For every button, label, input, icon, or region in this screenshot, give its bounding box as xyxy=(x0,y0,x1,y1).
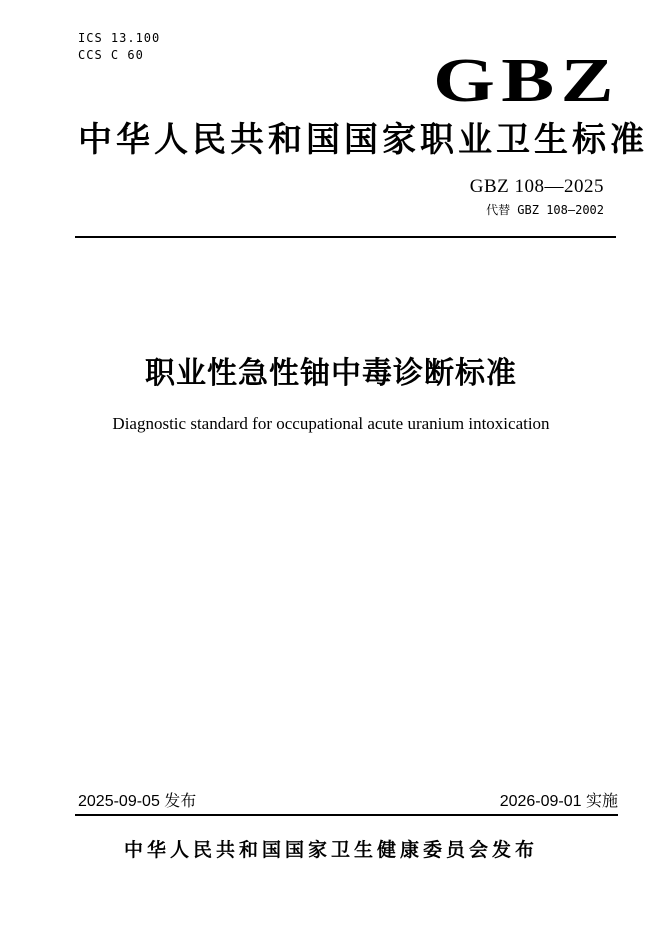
ccs-code: CCS C 60 xyxy=(78,48,144,62)
classification-codes xyxy=(78,30,160,64)
standard-body-name: 中华人民共和国国家职业卫生标准 xyxy=(78,122,648,159)
document-title-en: Diagnostic standard for occupational acute uranium intoxication xyxy=(112,414,550,433)
gbz-logotype: GBZ xyxy=(433,47,620,115)
issue-date: 2025-09-05 发布 xyxy=(78,793,197,810)
standard-number-block xyxy=(470,176,604,218)
footer-divider-line xyxy=(75,814,618,816)
document-title-zh: 职业性急性铀中毒诊断标准 xyxy=(145,357,517,390)
ics-code: ICS 13.100 xyxy=(78,31,161,45)
standard-number: GBZ 108—2025 xyxy=(469,176,604,197)
issuing-authority: 中华人民共和国国家卫生健康委员会发布 xyxy=(123,840,538,861)
replaced-standard: 代替 GBZ 108—2002 xyxy=(486,203,604,217)
dates-row xyxy=(78,791,618,813)
header-divider-line xyxy=(75,236,616,238)
implement-date: 2026-09-01 实施 xyxy=(499,793,618,810)
